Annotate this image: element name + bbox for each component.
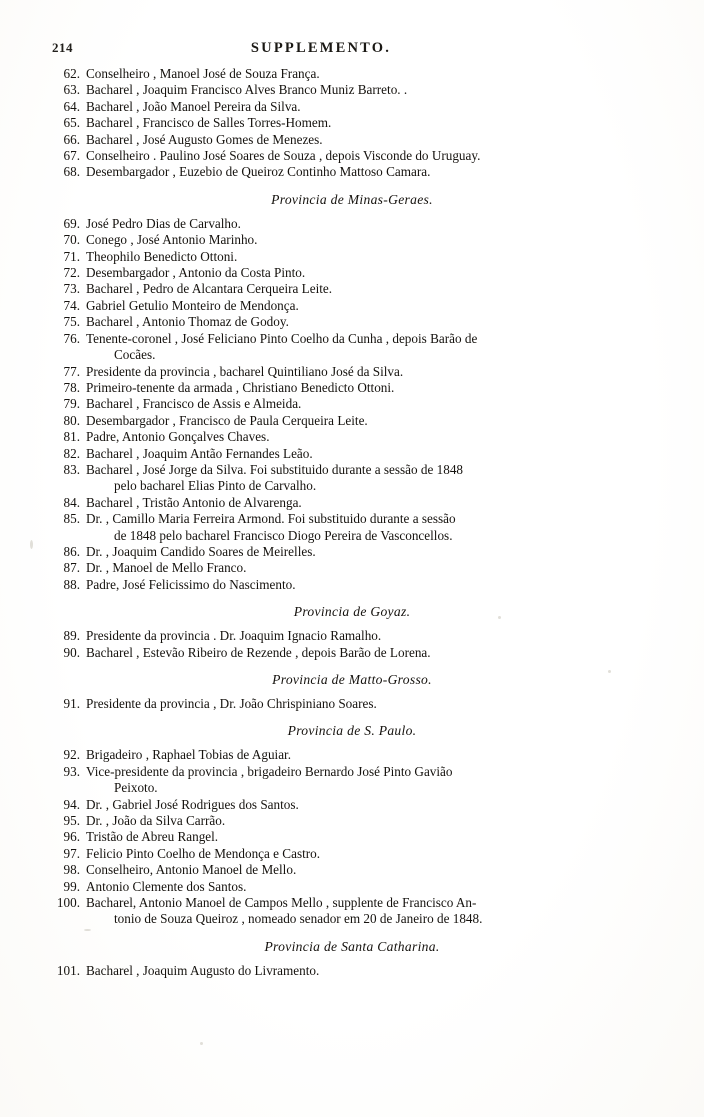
entry-text	[86, 511, 652, 544]
entry-text-line: Bacharel , Estevão Ribeiro de Rezende , depois Barão de Lorena.	[86, 644, 431, 660]
entry-text	[86, 963, 652, 979]
entry-text-line: Bacharel , Francisco de Salles Torres-Homem.	[86, 115, 332, 131]
list-item	[52, 560, 652, 576]
entry-number: 79.	[63, 396, 80, 412]
entry-text-line: Conego , José Antonio Marinho.	[86, 232, 258, 248]
entry-number: 93.	[63, 763, 80, 779]
entry-text	[86, 895, 652, 928]
entry-text	[86, 462, 652, 495]
entry-text	[86, 132, 652, 148]
entry-number: 78.	[63, 379, 80, 395]
entry-text-line: Bacharel , Francisco de Assis e Almeida.	[86, 396, 302, 412]
entry-text-line: Gabriel Getulio Monteiro de Mendonça.	[86, 297, 299, 313]
entry-text	[86, 429, 652, 445]
section-minas-geraes: Provincia de Minas-Geraes.	[271, 191, 433, 207]
entry-number: 100.	[56, 895, 80, 911]
entry-text-line: Bacharel , Pedro de Alcantara Cerqueira Leite.	[86, 281, 333, 297]
entry-text	[86, 249, 652, 265]
entry-text-line: Desembargador , Francisco de Paula Cerqueira Leite.	[86, 412, 368, 428]
entry-number: 66.	[63, 131, 80, 147]
entry-text	[86, 747, 652, 763]
list-item	[52, 747, 652, 763]
section-santa-catharina: Provincia de Santa Catharina.	[264, 938, 440, 954]
list-item	[52, 314, 652, 330]
entry-text	[86, 544, 652, 560]
entry-number: 69.	[63, 215, 80, 231]
entry-text	[86, 99, 652, 115]
entry-text-line: Primeiro-tenente da armada , Christiano Benedicto Ottoni.	[86, 379, 395, 395]
entry-text-line: Bacharel , Joaquim Francisco Alves Branco Muniz Barreto. .	[86, 82, 408, 98]
entry-text	[86, 396, 652, 412]
entry-number: 85.	[63, 511, 80, 527]
entry-text-line: Dr. , Gabriel José Rodrigues dos Santos.	[86, 796, 299, 812]
entry-text-line: Dr. , Joaquim Candido Soares de Meirelles.	[86, 543, 316, 559]
entry-number: 96.	[63, 829, 80, 845]
entry-text	[86, 265, 652, 281]
list-item	[52, 132, 652, 148]
entry-text-line: Brigadeiro , Raphael Tobias de Aguiar.	[86, 747, 292, 763]
entry-number: 90.	[63, 644, 80, 660]
entry-number: 62.	[63, 66, 80, 81]
entry-text-line: José Pedro Dias de Carvalho.	[86, 215, 241, 231]
entry-text-continuation: de 1848 pelo bacharel Francisco Diogo Pereira de Vasconcellos.	[114, 527, 453, 543]
entry-text-line: Tristão de Abreu Rangel.	[86, 829, 219, 845]
entries-rio-de-janeiro	[52, 66, 652, 181]
entry-text	[86, 364, 652, 380]
entry-number: 70.	[63, 232, 80, 248]
paper-speck	[200, 1042, 203, 1045]
entry-text-continuation: Cocães.	[114, 347, 156, 363]
list-item	[52, 846, 652, 862]
entry-number: 91.	[63, 696, 80, 711]
entry-text-line: Presidente da provincia . Dr. Joaquim Ignacio Ramalho.	[86, 628, 382, 644]
entries-matto-grosso	[52, 696, 652, 712]
entry-text	[86, 232, 652, 248]
page-content	[52, 40, 652, 979]
entry-number: 74.	[63, 297, 80, 313]
section-matto-grosso: Provincia de Matto-Grosso.	[272, 672, 432, 687]
paper-speck	[608, 670, 611, 673]
paper-speck	[84, 929, 91, 931]
list-item	[52, 216, 652, 232]
entry-text-line: Conselheiro, Antonio Manoel de Mello.	[86, 862, 297, 878]
entry-text-line: Vice-presidente da provincia , brigadeiro Bernardo José Pinto Gavião	[86, 763, 453, 779]
entry-text	[86, 115, 652, 131]
running-head: SUPPLEMENTO.	[250, 40, 392, 56]
entry-text-line: Padre, Antonio Gonçalves Chaves.	[86, 429, 270, 445]
entries-s-paulo	[52, 747, 652, 927]
page-header	[52, 40, 652, 62]
list-item	[52, 281, 652, 297]
entry-text-line: Padre, José Felicissimo do Nascimento.	[86, 576, 296, 592]
entry-text-line: Bacharel, Antonio Manoel de Campos Mello , supplente de Francisco An-	[86, 895, 477, 911]
list-item	[52, 115, 652, 131]
entry-text-line: Bacharel , Tristão Antonio de Alvarenga.	[86, 494, 302, 510]
list-item	[52, 696, 652, 712]
paper-speck	[30, 540, 33, 549]
entry-text-line: Presidente da provincia , bacharel Quintiliano José da Silva.	[86, 363, 404, 379]
entry-number: 73.	[63, 281, 80, 297]
list-item	[52, 148, 652, 164]
entry-number: 64.	[63, 98, 80, 114]
entry-text	[86, 560, 652, 576]
entry-number: 101.	[56, 962, 80, 978]
entry-number: 63.	[63, 82, 80, 98]
list-item	[52, 66, 652, 82]
entry-number: 80.	[63, 412, 80, 428]
entry-text-line: Bacharel , Antonio Thomaz de Godoy.	[86, 314, 289, 330]
list-item	[52, 396, 652, 412]
entry-text	[86, 846, 652, 862]
entry-number: 77.	[63, 363, 80, 379]
entry-text	[86, 331, 652, 364]
entry-text-line: Antonio Clemente dos Santos.	[86, 878, 247, 894]
entry-text	[86, 446, 652, 462]
list-item	[52, 829, 652, 845]
entry-text-line: Bacharel , José Augusto Gomes de Menezes.	[86, 131, 323, 147]
entry-text	[86, 281, 652, 297]
list-item	[52, 380, 652, 396]
entry-number: 92.	[63, 747, 80, 763]
entry-text	[86, 164, 652, 180]
entry-text	[86, 764, 652, 797]
entry-text	[86, 216, 652, 232]
entry-text	[86, 829, 652, 845]
entry-text	[86, 298, 652, 314]
entry-number: 84.	[63, 494, 80, 510]
entry-text	[86, 314, 652, 330]
list-item	[52, 895, 652, 928]
entry-text	[86, 696, 652, 712]
list-item	[52, 879, 652, 895]
list-item	[52, 82, 652, 98]
entry-number: 76.	[63, 330, 80, 346]
list-item	[52, 764, 652, 797]
entry-text-line: Bacharel , João Manoel Pereira da Silva.	[86, 98, 301, 114]
entry-text-line: Bacharel , Joaquim Augusto do Livramento.	[86, 962, 320, 978]
list-item	[52, 645, 652, 661]
entry-text-line: Dr. , Camillo Maria Ferreira Armond. Foi substituido durante a sessão	[86, 511, 456, 527]
entry-number: 67.	[63, 148, 80, 164]
list-item	[52, 164, 652, 180]
list-item	[52, 577, 652, 593]
entry-text	[86, 797, 652, 813]
entry-number: 88.	[63, 576, 80, 592]
list-item	[52, 862, 652, 878]
entry-text-line: Theophilo Benedicto Ottoni.	[86, 248, 238, 264]
entry-number: 72.	[63, 265, 80, 281]
entry-text	[86, 879, 652, 895]
list-item	[52, 99, 652, 115]
entry-text	[86, 645, 652, 661]
entry-number: 95.	[63, 813, 80, 829]
entry-number: 86.	[63, 543, 80, 559]
entry-text	[86, 380, 652, 396]
entry-number: 65.	[63, 115, 80, 131]
entry-text	[86, 148, 652, 164]
entries-minas-geraes	[52, 216, 652, 593]
entry-text-line: Conselheiro , Manoel José de Souza França.	[86, 66, 320, 81]
entry-text	[86, 813, 652, 829]
entry-text-line: Dr. , Manoel de Mello Franco.	[86, 560, 247, 576]
entry-number: 98.	[63, 862, 80, 878]
page-number: 214	[52, 40, 73, 55]
list-item	[52, 249, 652, 265]
paper-speck	[498, 616, 501, 619]
entry-text-continuation: Peixoto.	[114, 780, 158, 796]
entry-number: 81.	[63, 429, 80, 445]
entry-text-line: Conselheiro . Paulino José Soares de Souza , depois Visconde do Uruguay.	[86, 148, 481, 164]
entry-text-line: Desembargador , Antonio da Costa Pinto.	[86, 265, 306, 281]
list-item	[52, 331, 652, 364]
entry-text	[86, 413, 652, 429]
list-item	[52, 413, 652, 429]
entry-text-line: Felicio Pinto Coelho de Mendonça e Castro.	[86, 845, 321, 861]
list-item	[52, 544, 652, 560]
entry-text-line: Tenente-coronel , José Feliciano Pinto Coelho da Cunha , depois Barão de	[86, 330, 478, 346]
entry-number: 89.	[63, 628, 80, 644]
list-item	[52, 495, 652, 511]
entry-text-continuation: tonio de Souza Queiroz , nomeado senador em 20 de Janeiro de 1848.	[114, 911, 483, 927]
list-item	[52, 429, 652, 445]
entry-number: 83.	[63, 461, 80, 477]
entry-text-line: Presidente da provincia , Dr. João Chrispiniano Soares.	[86, 696, 377, 711]
entry-text	[86, 628, 652, 644]
list-item	[52, 298, 652, 314]
list-item	[52, 446, 652, 462]
list-item	[52, 511, 652, 544]
entry-text	[86, 66, 652, 82]
entry-text-line: Bacharel , José Jorge da Silva. Foi substituido durante a sessão de 1848	[86, 461, 464, 477]
entry-text	[86, 495, 652, 511]
entry-number: 87.	[63, 560, 80, 576]
entry-text-continuation: pelo bacharel Elias Pinto de Carvalho.	[114, 478, 317, 494]
entry-number: 94.	[63, 796, 80, 812]
entry-number: 71.	[63, 248, 80, 264]
entry-number: 99.	[63, 878, 80, 894]
list-item	[52, 813, 652, 829]
entries-santa-catharina	[52, 963, 652, 979]
list-item	[52, 364, 652, 380]
entry-number: 68.	[63, 164, 80, 180]
entry-text	[86, 82, 652, 98]
list-item	[52, 265, 652, 281]
list-item	[52, 232, 652, 248]
entries-goyaz	[52, 628, 652, 661]
list-item	[52, 462, 652, 495]
list-item	[52, 628, 652, 644]
entry-number: 75.	[63, 314, 80, 330]
entry-text-line: Dr. , João da Silva Carrão.	[86, 813, 226, 829]
entry-text-line: Desembargador , Euzebio de Queiroz Continho Mattoso Camara.	[86, 164, 431, 180]
entry-text-line: Bacharel , Joaquim Antão Fernandes Leão.	[86, 445, 313, 461]
entry-number: 82.	[63, 445, 80, 461]
list-item	[52, 797, 652, 813]
list-item	[52, 963, 652, 979]
document-body	[52, 66, 652, 979]
section-s-paulo: Provincia de S. Paulo.	[287, 723, 417, 739]
entry-text	[86, 577, 652, 593]
entry-number: 97.	[63, 845, 80, 861]
section-goyaz: Provincia de Goyaz.	[293, 604, 411, 620]
entry-text	[86, 862, 652, 878]
